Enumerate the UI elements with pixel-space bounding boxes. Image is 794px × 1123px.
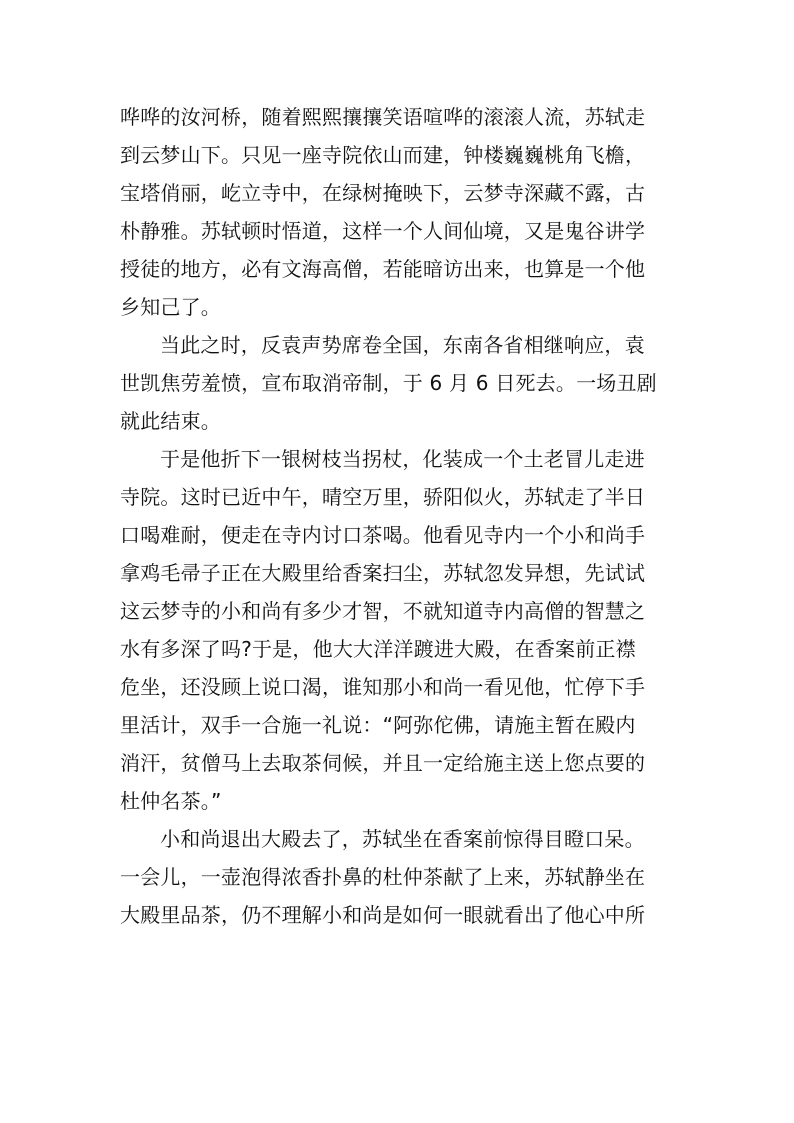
text-line-4: 朴静雅。苏轼顿时悟道，这样一个人间仙境，又是鬼谷讲学	[120, 219, 646, 243]
text-line-7: 当此之时，反袁声势席卷全国，东南各省相继响应，袁	[160, 333, 645, 357]
text-line-2: 到云梦山下。只见一座寺院依山而建，钟楼巍巍桃角飞檐，	[120, 143, 646, 167]
text-line-5: 授徒的地方，必有文海高僧，若能暗访出来，也算是一个他	[120, 257, 646, 281]
text-line-21: 一会儿，一壶泡得浓香扑鼻的杜仲茶献了上来，苏轼静坐在	[120, 865, 646, 889]
text-line-22: 大殿里品茶，仍不理解小和尚是如何一眼就看出了他心中所	[120, 903, 646, 927]
text-line-9: 就此结束。	[120, 409, 221, 433]
body-text	[120, 98, 680, 934]
text-line-6: 乡知己了。	[120, 295, 221, 319]
text-line-14: 这云梦寺的小和尚有多少才智，不就知道寺内高僧的智慧之	[120, 599, 646, 623]
text-line-1: 哗哗的汝河桥，随着熙熙攘攘笑语喧哗的滚滚人流，苏轼走	[120, 105, 646, 129]
text-line-12: 口喝难耐，便走在寺内讨口茶喝。他看见寺内一个小和尚手	[120, 523, 646, 547]
text-line-8: 世凯焦劳羞愤，宣布取消帝制，于 6 月 6 日死去。一场丑剧	[120, 371, 657, 395]
text-line-19: 杜仲名茶。”	[120, 789, 222, 813]
text-line-13: 拿鸡毛帚子正在大殿里给香案扫尘，苏轼忽发异想，先试试	[120, 561, 646, 585]
text-line-20: 小和尚退出大殿去了，苏轼坐在香案前惊得目瞪口呆。	[160, 827, 645, 851]
text-line-17: 里活计，双手一合施一礼说：“阿弥佗佛，请施主暂在殿内	[120, 713, 636, 737]
text-line-3: 宝塔俏丽，屹立寺中，在绿树掩映下，云梦寺深藏不露，古	[120, 181, 646, 205]
text-line-18: 消汗，贫僧马上去取茶伺候，并且一定给施主送上您点要的	[120, 751, 646, 775]
text-line-16: 危坐，还没顾上说口渴，谁知那小和尚一看见他，忙停下手	[120, 675, 646, 699]
text-line-11: 寺院。这时已近中午，晴空万里，骄阳似火，苏轼走了半日	[120, 485, 646, 509]
text-line-15: 水有多深了吗?于是，他大大洋洋踱进大殿，在香案前正襟	[120, 637, 636, 661]
text-line-10: 于是他折下一银树枝当拐杖，化装成一个土老冒儿走进	[160, 447, 645, 471]
